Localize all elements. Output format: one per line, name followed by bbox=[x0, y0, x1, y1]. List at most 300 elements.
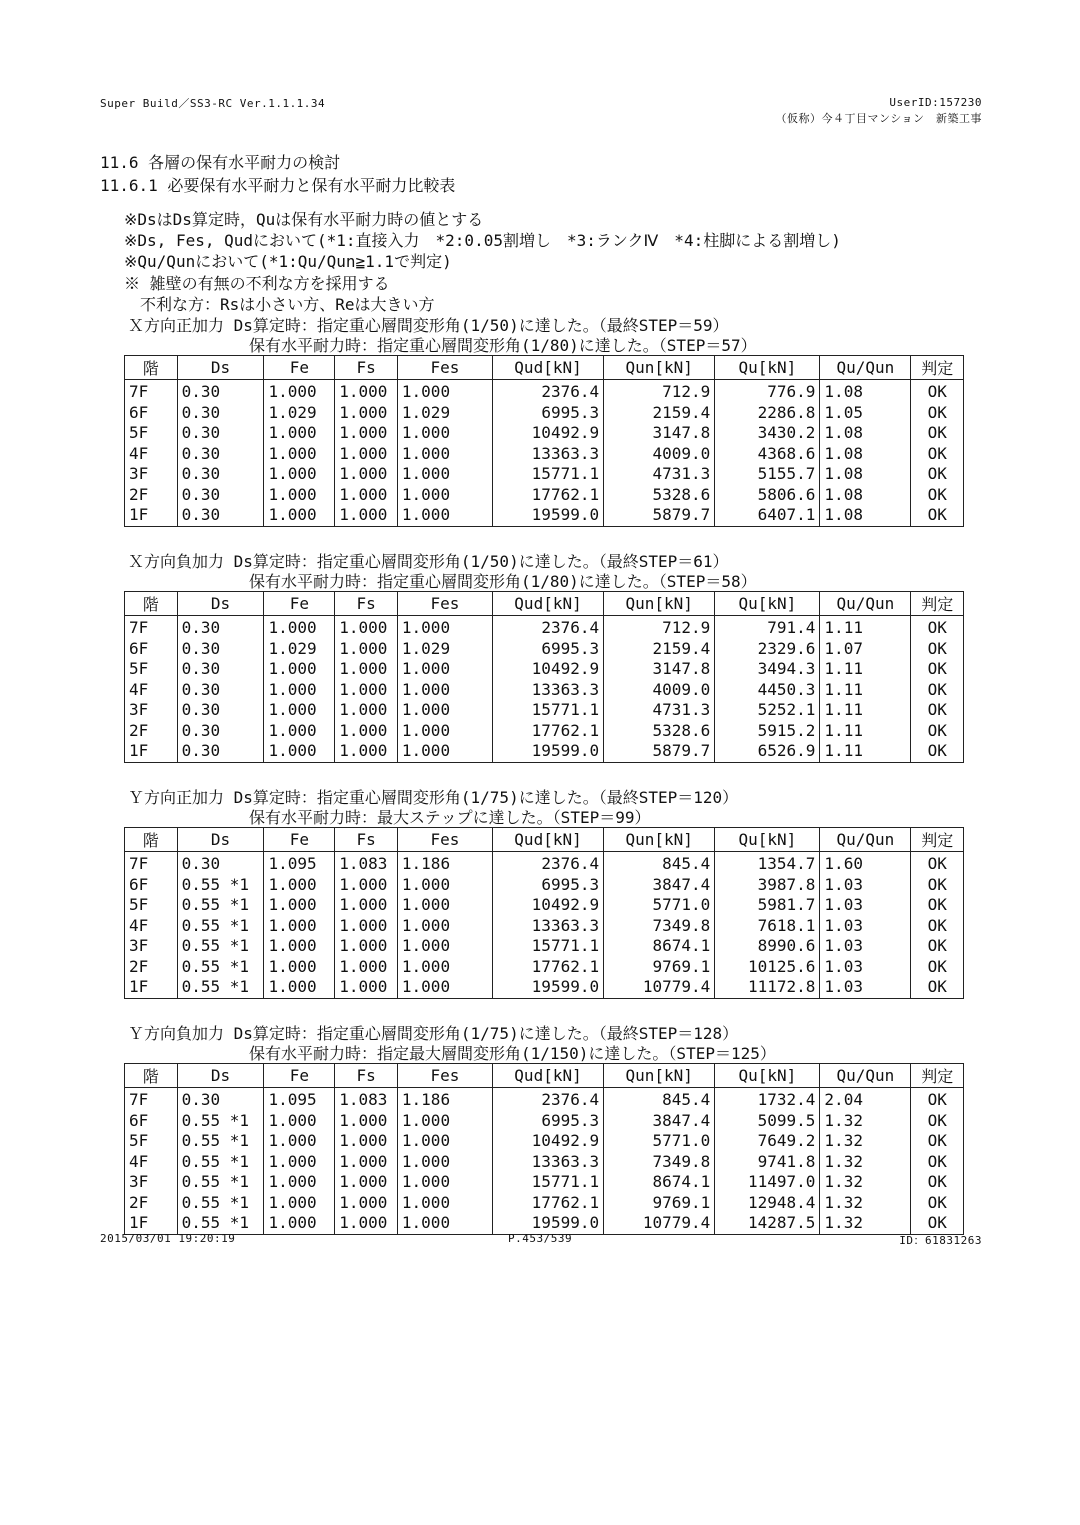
cell-judgement: OK bbox=[911, 616, 964, 639]
cell-qu-qun-ratio: 1.08 bbox=[820, 505, 911, 526]
cell-ds: 0.55 *1 bbox=[177, 1172, 264, 1193]
cell-judgement: OK bbox=[911, 380, 964, 403]
column-header-fe: Fe bbox=[264, 592, 335, 616]
cell-qud: 13363.3 bbox=[492, 680, 603, 701]
cell-ds: 0.30 bbox=[177, 505, 264, 526]
cell-ds: 0.55 *1 bbox=[177, 875, 264, 896]
cell-qu-qun-ratio: 1.60 bbox=[820, 852, 911, 875]
table-row bbox=[125, 639, 964, 660]
cell-qun: 7349.8 bbox=[604, 916, 715, 937]
column-header-judgement: 判定 bbox=[911, 1064, 964, 1088]
cell-fes: 1.000 bbox=[397, 1131, 492, 1152]
cell-qun: 2159.4 bbox=[604, 403, 715, 424]
cell-qud: 10492.9 bbox=[492, 895, 603, 916]
table-row bbox=[125, 1213, 964, 1234]
column-header-fs: Fs bbox=[335, 828, 398, 852]
cell-qu-qun-ratio: 1.11 bbox=[820, 700, 911, 721]
column-header-qud: Qud[kN] bbox=[492, 1064, 603, 1088]
table-row bbox=[125, 721, 964, 742]
cell-qu-qun-ratio: 1.11 bbox=[820, 741, 911, 762]
cell-floor: 6F bbox=[125, 639, 178, 660]
column-header-fes: Fes bbox=[397, 828, 492, 852]
column-header-judgement: 判定 bbox=[911, 828, 964, 852]
table-caption bbox=[124, 1021, 966, 1063]
cell-fes: 1.000 bbox=[397, 485, 492, 506]
table-block-y-positive bbox=[124, 785, 966, 999]
caption-ds-condition: Ｙ方向正加力 Ds算定時：指定重心層間変形角(1/75)に達した。（最終STEP＝120） bbox=[128, 788, 739, 807]
cell-judgement: OK bbox=[911, 485, 964, 506]
cell-fs: 1.000 bbox=[335, 1193, 398, 1214]
cell-fs: 1.000 bbox=[335, 1172, 398, 1193]
cell-ds: 0.30 bbox=[177, 403, 264, 424]
table-header-row bbox=[125, 356, 964, 380]
table-row bbox=[125, 1131, 964, 1152]
cell-judgement: OK bbox=[911, 1152, 964, 1173]
cell-ds: 0.55 *1 bbox=[177, 1152, 264, 1173]
footer-doc-id: ID：61831263 bbox=[899, 1234, 982, 1247]
cell-qu-qun-ratio: 1.32 bbox=[820, 1152, 911, 1173]
cell-judgement: OK bbox=[911, 505, 964, 526]
cell-fs: 1.000 bbox=[335, 464, 398, 485]
cell-floor: 2F bbox=[125, 485, 178, 506]
column-header-judgement: 判定 bbox=[911, 356, 964, 380]
cell-judgement: OK bbox=[911, 659, 964, 680]
column-header-qun: Qun[kN] bbox=[604, 356, 715, 380]
cell-judgement: OK bbox=[911, 403, 964, 424]
table-header-row bbox=[125, 828, 964, 852]
cell-floor: 5F bbox=[125, 895, 178, 916]
cell-qun: 712.9 bbox=[604, 616, 715, 639]
cell-fes: 1.029 bbox=[397, 639, 492, 660]
cell-judgement: OK bbox=[911, 700, 964, 721]
cell-qu-qun-ratio: 1.32 bbox=[820, 1213, 911, 1234]
cell-ds: 0.55 *1 bbox=[177, 977, 264, 998]
column-header-qud: Qud[kN] bbox=[492, 828, 603, 852]
cell-fs: 1.000 bbox=[335, 380, 398, 403]
cell-qu: 5915.2 bbox=[715, 721, 820, 742]
column-header-qud: Qud[kN] bbox=[492, 592, 603, 616]
cell-fes: 1.000 bbox=[397, 977, 492, 998]
cell-floor: 7F bbox=[125, 380, 178, 403]
capacity-comparison-table bbox=[124, 1063, 964, 1235]
cell-qu-qun-ratio: 1.32 bbox=[820, 1131, 911, 1152]
cell-qud: 15771.1 bbox=[492, 464, 603, 485]
cell-qu: 1732.4 bbox=[715, 1088, 820, 1111]
cell-fes: 1.000 bbox=[397, 1213, 492, 1234]
cell-fe: 1.000 bbox=[264, 659, 335, 680]
cell-judgement: OK bbox=[911, 957, 964, 978]
cell-qun: 5879.7 bbox=[604, 741, 715, 762]
cell-fes: 1.000 bbox=[397, 616, 492, 639]
table-row bbox=[125, 916, 964, 937]
cell-qu-qun-ratio: 1.03 bbox=[820, 977, 911, 998]
column-header-ds: Ds bbox=[177, 828, 264, 852]
caption-qu-condition: 保有水平耐力時：指定重心層間変形角(1/80)に達した。（STEP＝58） bbox=[249, 572, 757, 591]
cell-qu-qun-ratio: 1.08 bbox=[820, 444, 911, 465]
table-caption bbox=[124, 313, 966, 355]
user-id: UserID:157230 bbox=[889, 96, 982, 109]
cell-fs: 1.000 bbox=[335, 444, 398, 465]
page-header-right bbox=[775, 95, 982, 127]
cell-floor: 4F bbox=[125, 1152, 178, 1173]
cell-ds: 0.30 bbox=[177, 616, 264, 639]
table-block-y-negative bbox=[124, 1021, 966, 1235]
cell-fs: 1.083 bbox=[335, 852, 398, 875]
cell-fes: 1.000 bbox=[397, 936, 492, 957]
cell-floor: 7F bbox=[125, 852, 178, 875]
cell-qud: 17762.1 bbox=[492, 957, 603, 978]
cell-qud: 19599.0 bbox=[492, 505, 603, 526]
cell-floor: 3F bbox=[125, 936, 178, 957]
cell-qu-qun-ratio: 1.08 bbox=[820, 423, 911, 444]
cell-fs: 1.000 bbox=[335, 505, 398, 526]
cell-ds: 0.55 *1 bbox=[177, 936, 264, 957]
cell-fs: 1.000 bbox=[335, 423, 398, 444]
cell-fes: 1.000 bbox=[397, 916, 492, 937]
table-row bbox=[125, 957, 964, 978]
table-row bbox=[125, 444, 964, 465]
cell-qud: 10492.9 bbox=[492, 659, 603, 680]
cell-qun: 7349.8 bbox=[604, 1152, 715, 1173]
cell-fe: 1.029 bbox=[264, 639, 335, 660]
cell-floor: 3F bbox=[125, 464, 178, 485]
cell-qun: 4009.0 bbox=[604, 680, 715, 701]
cell-ds: 0.30 bbox=[177, 680, 264, 701]
table-row bbox=[125, 741, 964, 762]
cell-fe: 1.000 bbox=[264, 1152, 335, 1173]
capacity-comparison-table bbox=[124, 827, 964, 999]
cell-qu: 4450.3 bbox=[715, 680, 820, 701]
cell-qud: 2376.4 bbox=[492, 380, 603, 403]
cell-qu-qun-ratio: 1.07 bbox=[820, 639, 911, 660]
cell-floor: 5F bbox=[125, 1131, 178, 1152]
cell-judgement: OK bbox=[911, 639, 964, 660]
table-row bbox=[125, 1193, 964, 1214]
column-header-fs: Fs bbox=[335, 356, 398, 380]
cell-floor: 4F bbox=[125, 680, 178, 701]
column-header-fs: Fs bbox=[335, 592, 398, 616]
cell-floor: 6F bbox=[125, 403, 178, 424]
cell-fes: 1.186 bbox=[397, 1088, 492, 1111]
cell-fe: 1.000 bbox=[264, 1213, 335, 1234]
cell-fes: 1.000 bbox=[397, 505, 492, 526]
cell-qu-qun-ratio: 1.11 bbox=[820, 680, 911, 701]
cell-fs: 1.000 bbox=[335, 895, 398, 916]
column-header-fe: Fe bbox=[264, 356, 335, 380]
cell-floor: 4F bbox=[125, 444, 178, 465]
table-block-x-positive bbox=[124, 313, 966, 527]
cell-qud: 19599.0 bbox=[492, 977, 603, 998]
cell-judgement: OK bbox=[911, 741, 964, 762]
footer-datetime: 2015/03/01 19:20:19 bbox=[100, 1232, 236, 1245]
note-2: ※Ds, Fes, Qudにおいて(*1:直接入力 *2:0.05割増し *3:ランクⅣ *4:柱脚による割増し) bbox=[124, 231, 841, 250]
cell-floor: 5F bbox=[125, 659, 178, 680]
project-name: （仮称）今４丁目マンション 新築工事 bbox=[775, 112, 982, 125]
cell-ds: 0.30 bbox=[177, 741, 264, 762]
cell-qun: 4731.3 bbox=[604, 700, 715, 721]
cell-qud: 13363.3 bbox=[492, 916, 603, 937]
cell-fe: 1.000 bbox=[264, 741, 335, 762]
cell-qud: 17762.1 bbox=[492, 1193, 603, 1214]
cell-fe: 1.000 bbox=[264, 936, 335, 957]
cell-fe: 1.000 bbox=[264, 721, 335, 742]
cell-fes: 1.000 bbox=[397, 1152, 492, 1173]
cell-qu: 10125.6 bbox=[715, 957, 820, 978]
column-header-qu-qun-ratio: Qu/Qun bbox=[820, 1064, 911, 1088]
table-header-row bbox=[125, 592, 964, 616]
cell-floor: 7F bbox=[125, 1088, 178, 1111]
table-row bbox=[125, 403, 964, 424]
cell-qud: 19599.0 bbox=[492, 741, 603, 762]
cell-fes: 1.000 bbox=[397, 444, 492, 465]
cell-fe: 1.000 bbox=[264, 1131, 335, 1152]
cell-qun: 5771.0 bbox=[604, 895, 715, 916]
column-header-judgement: 判定 bbox=[911, 592, 964, 616]
cell-fes: 1.000 bbox=[397, 895, 492, 916]
cell-qun: 5771.0 bbox=[604, 1131, 715, 1152]
capacity-comparison-table bbox=[124, 591, 964, 763]
cell-judgement: OK bbox=[911, 423, 964, 444]
table-row bbox=[125, 659, 964, 680]
table-row bbox=[125, 464, 964, 485]
column-header-ds: Ds bbox=[177, 592, 264, 616]
cell-fs: 1.000 bbox=[335, 936, 398, 957]
cell-fs: 1.000 bbox=[335, 639, 398, 660]
table-row bbox=[125, 423, 964, 444]
cell-fes: 1.000 bbox=[397, 721, 492, 742]
cell-fs: 1.000 bbox=[335, 875, 398, 896]
cell-judgement: OK bbox=[911, 852, 964, 875]
cell-judgement: OK bbox=[911, 1172, 964, 1193]
cell-floor: 2F bbox=[125, 1193, 178, 1214]
cell-fe: 1.000 bbox=[264, 1193, 335, 1214]
cell-fs: 1.000 bbox=[335, 1131, 398, 1152]
cell-judgement: OK bbox=[911, 895, 964, 916]
cell-qu: 5981.7 bbox=[715, 895, 820, 916]
cell-floor: 5F bbox=[125, 423, 178, 444]
cell-qud: 6995.3 bbox=[492, 875, 603, 896]
caption-ds-condition: Ｘ方向正加力 Ds算定時：指定重心層間変形角(1/50)に達した。（最終STEP＝59） bbox=[128, 316, 729, 335]
table-row bbox=[125, 852, 964, 875]
cell-qud: 6995.3 bbox=[492, 639, 603, 660]
cell-ds: 0.55 *1 bbox=[177, 916, 264, 937]
cell-fes: 1.029 bbox=[397, 403, 492, 424]
column-header-fes: Fes bbox=[397, 356, 492, 380]
cell-qu: 2286.8 bbox=[715, 403, 820, 424]
cell-qu: 6526.9 bbox=[715, 741, 820, 762]
cell-floor: 6F bbox=[125, 875, 178, 896]
cell-judgement: OK bbox=[911, 936, 964, 957]
cell-fes: 1.000 bbox=[397, 423, 492, 444]
cell-qu: 4368.6 bbox=[715, 444, 820, 465]
cell-qud: 17762.1 bbox=[492, 485, 603, 506]
cell-fes: 1.000 bbox=[397, 741, 492, 762]
cell-qun: 3147.8 bbox=[604, 423, 715, 444]
column-header-qu: Qu[kN] bbox=[715, 356, 820, 380]
table-row bbox=[125, 1088, 964, 1111]
cell-qun: 712.9 bbox=[604, 380, 715, 403]
cell-judgement: OK bbox=[911, 977, 964, 998]
cell-qu: 12948.4 bbox=[715, 1193, 820, 1214]
cell-floor: 1F bbox=[125, 1213, 178, 1234]
cell-qu: 5252.1 bbox=[715, 700, 820, 721]
cell-fes: 1.000 bbox=[397, 957, 492, 978]
cell-qud: 15771.1 bbox=[492, 1172, 603, 1193]
cell-fs: 1.000 bbox=[335, 403, 398, 424]
cell-floor: 3F bbox=[125, 700, 178, 721]
cell-judgement: OK bbox=[911, 444, 964, 465]
cell-qu-qun-ratio: 1.32 bbox=[820, 1193, 911, 1214]
cell-qud: 19599.0 bbox=[492, 1213, 603, 1234]
cell-fs: 1.000 bbox=[335, 977, 398, 998]
caption-qu-condition: 保有水平耐力時：指定最大層間変形角(1/150)に達した。（STEP＝125） bbox=[249, 1044, 776, 1063]
cell-qu-qun-ratio: 2.04 bbox=[820, 1088, 911, 1111]
cell-ds: 0.30 bbox=[177, 659, 264, 680]
cell-fe: 1.000 bbox=[264, 957, 335, 978]
cell-qu: 1354.7 bbox=[715, 852, 820, 875]
section-title: 11.6 各層の保有水平耐力の検討 bbox=[100, 153, 341, 172]
cell-qud: 10492.9 bbox=[492, 1131, 603, 1152]
cell-floor: 1F bbox=[125, 741, 178, 762]
cell-qun: 5879.7 bbox=[604, 505, 715, 526]
cell-fe: 1.000 bbox=[264, 1172, 335, 1193]
cell-qun: 9769.1 bbox=[604, 957, 715, 978]
table-row bbox=[125, 936, 964, 957]
cell-fe: 1.029 bbox=[264, 403, 335, 424]
cell-ds: 0.55 *1 bbox=[177, 895, 264, 916]
cell-fe: 1.000 bbox=[264, 444, 335, 465]
cell-fe: 1.000 bbox=[264, 1111, 335, 1132]
cell-fe: 1.095 bbox=[264, 852, 335, 875]
cell-qu: 14287.5 bbox=[715, 1213, 820, 1234]
cell-judgement: OK bbox=[911, 916, 964, 937]
cell-qu: 5099.5 bbox=[715, 1111, 820, 1132]
table-header-row bbox=[125, 1064, 964, 1088]
column-header-fes: Fes bbox=[397, 1064, 492, 1088]
cell-fe: 1.000 bbox=[264, 485, 335, 506]
cell-qu: 2329.6 bbox=[715, 639, 820, 660]
cell-qud: 15771.1 bbox=[492, 700, 603, 721]
cell-ds: 0.30 bbox=[177, 444, 264, 465]
cell-floor: 2F bbox=[125, 721, 178, 742]
cell-floor: 3F bbox=[125, 1172, 178, 1193]
footer-page-number: P.453/539 bbox=[508, 1232, 573, 1245]
column-header-floor: 階 bbox=[125, 356, 178, 380]
cell-fs: 1.000 bbox=[335, 957, 398, 978]
cell-floor: 7F bbox=[125, 616, 178, 639]
cell-qu: 3430.2 bbox=[715, 423, 820, 444]
table-row bbox=[125, 895, 964, 916]
cell-fe: 1.000 bbox=[264, 895, 335, 916]
table-row bbox=[125, 1111, 964, 1132]
note-4: ※ 雑壁の有無の不利な方を採用する bbox=[124, 274, 390, 293]
cell-qun: 845.4 bbox=[604, 852, 715, 875]
cell-fs: 1.000 bbox=[335, 741, 398, 762]
cell-judgement: OK bbox=[911, 1088, 964, 1111]
table-row bbox=[125, 680, 964, 701]
cell-fs: 1.083 bbox=[335, 1088, 398, 1111]
table-row bbox=[125, 505, 964, 526]
cell-qun: 10779.4 bbox=[604, 1213, 715, 1234]
cell-fs: 1.000 bbox=[335, 721, 398, 742]
cell-qu-qun-ratio: 1.11 bbox=[820, 721, 911, 742]
cell-fe: 1.000 bbox=[264, 380, 335, 403]
cell-qu-qun-ratio: 1.05 bbox=[820, 403, 911, 424]
cell-ds: 0.30 bbox=[177, 852, 264, 875]
cell-fes: 1.000 bbox=[397, 380, 492, 403]
cell-qun: 8674.1 bbox=[604, 1172, 715, 1193]
cell-qu: 5155.7 bbox=[715, 464, 820, 485]
table-row bbox=[125, 485, 964, 506]
cell-floor: 1F bbox=[125, 977, 178, 998]
cell-fe: 1.000 bbox=[264, 616, 335, 639]
cell-qud: 17762.1 bbox=[492, 721, 603, 742]
cell-qud: 2376.4 bbox=[492, 1088, 603, 1111]
table-row bbox=[125, 616, 964, 639]
cell-qu: 7649.2 bbox=[715, 1131, 820, 1152]
column-header-floor: 階 bbox=[125, 592, 178, 616]
cell-qun: 3847.4 bbox=[604, 875, 715, 896]
cell-qun: 3847.4 bbox=[604, 1111, 715, 1132]
cell-ds: 0.30 bbox=[177, 485, 264, 506]
cell-qu: 3987.8 bbox=[715, 875, 820, 896]
table-caption bbox=[124, 785, 966, 827]
cell-qun: 845.4 bbox=[604, 1088, 715, 1111]
column-header-fes: Fes bbox=[397, 592, 492, 616]
column-header-qun: Qun[kN] bbox=[604, 592, 715, 616]
cell-ds: 0.55 *1 bbox=[177, 1111, 264, 1132]
cell-ds: 0.55 *1 bbox=[177, 1193, 264, 1214]
caption-ds-condition: Ｘ方向負加力 Ds算定時：指定重心層間変形角(1/50)に達した。（最終STEP＝61） bbox=[128, 552, 729, 571]
cell-ds: 0.55 *1 bbox=[177, 1213, 264, 1234]
cell-ds: 0.30 bbox=[177, 1088, 264, 1111]
table-row bbox=[125, 875, 964, 896]
cell-fs: 1.000 bbox=[335, 485, 398, 506]
cell-judgement: OK bbox=[911, 1213, 964, 1234]
cell-judgement: OK bbox=[911, 1193, 964, 1214]
cell-qun: 4731.3 bbox=[604, 464, 715, 485]
cell-qun: 10779.4 bbox=[604, 977, 715, 998]
cell-fes: 1.000 bbox=[397, 1111, 492, 1132]
table-row bbox=[125, 1172, 964, 1193]
cell-qun: 9769.1 bbox=[604, 1193, 715, 1214]
cell-fe: 1.000 bbox=[264, 875, 335, 896]
cell-qun: 4009.0 bbox=[604, 444, 715, 465]
cell-ds: 0.55 *1 bbox=[177, 1131, 264, 1152]
cell-fes: 1.000 bbox=[397, 659, 492, 680]
capacity-comparison-table bbox=[124, 355, 964, 527]
cell-fs: 1.000 bbox=[335, 659, 398, 680]
cell-fe: 1.000 bbox=[264, 423, 335, 444]
table-caption bbox=[124, 549, 966, 591]
cell-floor: 4F bbox=[125, 916, 178, 937]
cell-qud: 15771.1 bbox=[492, 936, 603, 957]
note-5: 不利な方：Rsは小さい方、Reは大きい方 bbox=[124, 295, 435, 314]
cell-qu-qun-ratio: 1.03 bbox=[820, 957, 911, 978]
cell-floor: 6F bbox=[125, 1111, 178, 1132]
cell-qu: 791.4 bbox=[715, 616, 820, 639]
cell-ds: 0.55 *1 bbox=[177, 957, 264, 978]
cell-judgement: OK bbox=[911, 680, 964, 701]
cell-judgement: OK bbox=[911, 1131, 964, 1152]
cell-qun: 2159.4 bbox=[604, 639, 715, 660]
column-header-qu: Qu[kN] bbox=[715, 828, 820, 852]
column-header-fe: Fe bbox=[264, 828, 335, 852]
table-block-x-negative bbox=[124, 549, 966, 763]
cell-fs: 1.000 bbox=[335, 1152, 398, 1173]
column-header-qun: Qun[kN] bbox=[604, 828, 715, 852]
column-header-qu-qun-ratio: Qu/Qun bbox=[820, 592, 911, 616]
